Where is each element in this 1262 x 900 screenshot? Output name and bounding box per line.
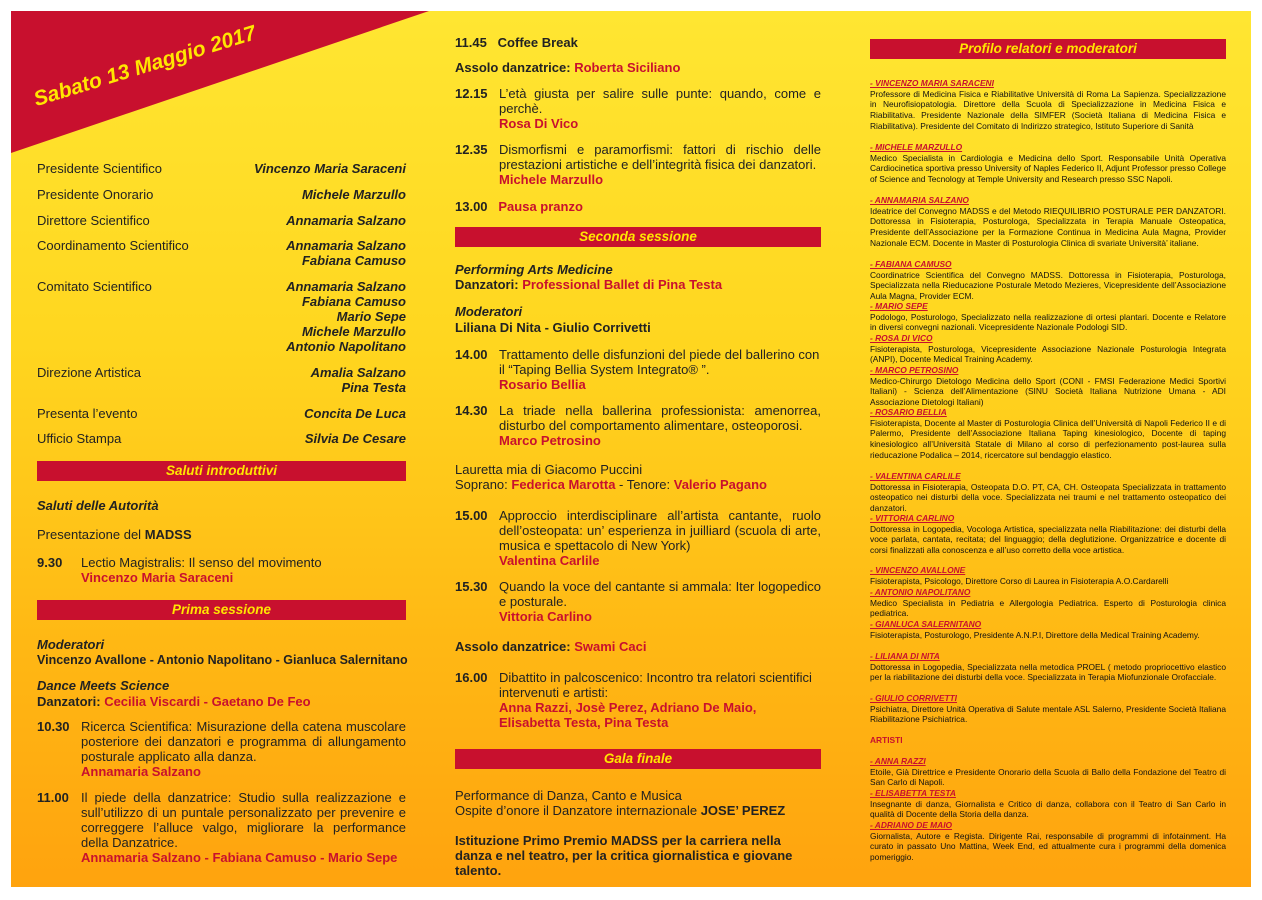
danzatori-label: Danzatori: [455, 277, 519, 292]
profile-text: Ideatrice del Convegno MADSS e del Metodo RIEQUILIBRIO POSTURALE PER DANZATORI. Dottoressa in Fisioterapia, Posturologa, Specializzata in Terapia Manuale Osteopatica, Presidente dell’Associazione per la Formazione Continua in Medicina Aula Magna, Provider Nazionale ECM. Docente in Master di Posturologia Clinica di svariate Università’ italiane. [870, 205, 1226, 248]
role-label: Presenta l’evento [37, 406, 138, 421]
item-text: Dismorfismi e paramorfismi: fattori di rischio delle prestazioni artistiche e dell’integrità fisica dei danzatori. [499, 142, 821, 172]
profile-entry [870, 513, 1226, 556]
section-bar-profilo: Profilo relatori e moderatori [870, 39, 1226, 59]
profile-name: - VITTORIA CARLINO [870, 513, 955, 523]
role-name: Mario Sepe [336, 309, 406, 324]
role-label: Presidente Scientifico [37, 161, 163, 176]
schedule-item [455, 508, 821, 572]
pam-title: Performing Arts Medicine [455, 262, 613, 277]
coffee-break [455, 35, 578, 50]
profile-entry [870, 788, 1226, 820]
item-speaker: Valentina Carlile [499, 553, 600, 568]
role-name: Annamaria Salzano [286, 279, 406, 294]
profile-text: Dottoressa in Fisioterapia, Osteopata D.O. PT, CA, CH. Osteopata Specializzata in trattamento osteopatico nei disturbi della voce. Specializzata nei traumi e nel trattamento osteopatico dei danzatori. [870, 481, 1226, 514]
profile-text: Coordinatrice Scientifica del Convegno MADSS. Dottoressa in Fisioterapia, Posturologa, Specializzata nella Rieducazione Posturale Metodo Mezieres, Vicepresidente dell’Associazione Aula Magna, Provider ECM. [870, 269, 1226, 302]
profile-text: Medico-Chirurgo Dietologo Medicina dello Sport (CONI - FMSI Federazione Medici Sportivi Italiani) - Scienza dell’Alimentazione (SINU Società Italiana Nutrizione Umana - ADI Associazione Dietologi Italiani) [870, 375, 1226, 408]
role-name: Silvia De Cesare [304, 431, 406, 446]
profile-name: - MARCO PETROSINO [870, 365, 959, 375]
section-bar-prima: Prima sessione [37, 600, 406, 620]
profile-text: Fisioterapista, Posturologo, Presidente A.N.P.I, Direttore della Medical Training Academy. [870, 629, 1200, 640]
presentazione [37, 527, 192, 542]
item-text: L’età giusta per salire sulle punte: quando, come e perchè. [499, 86, 821, 116]
item-time: 12.35 [455, 142, 488, 157]
schedule-item [455, 347, 821, 397]
schedule-item [455, 670, 821, 734]
presentazione-bold: MADSS [144, 527, 192, 542]
item-speaker: Vincenzo Maria Saraceni [81, 570, 234, 585]
role-label: Presidente Onorario [37, 187, 154, 202]
profile-text: Professore di Medicina Fisica e Riabilitative Università di Roma La Sapienza. Specializzazione in Neurofisiopatologia. Direttore della Scuola di Specializzazione in Medicina Fisica e Riabilitativa. Presidente Nazionale della SIMFER (Società Italiana di Medicina Fisica e Riabilitativa). Presidente del Comitato di Indirizzo strategico, Istituto Superiore di Sanità [870, 88, 1226, 131]
profile-entry [870, 693, 1226, 725]
profile-name: - ROSARIO BELLIA [870, 407, 947, 417]
pausa-pranzo [455, 199, 583, 214]
role-name: Vincenzo Maria Saraceni [254, 161, 406, 176]
profile-text: Dottoressa in Logopedia, Specializzata nella metodica PROEL ( metodo propriocettivo elastico per la riabilitazione dei disturbi della voce. Specializzata in Terapia Miofunzionale Orofacciale. [870, 661, 1226, 683]
item-time: 15.00 [455, 508, 488, 523]
item-speaker: Rosa Di Vico [499, 116, 579, 131]
profile-name: - ANNA RAZZI [870, 756, 926, 766]
item-time: 16.00 [455, 670, 488, 685]
role-name: Michele Marzullo [301, 324, 406, 339]
item-speaker: Anna Razzi, Josè Perez, Adriano De Maio, Elisabetta Testa, Pina Testa [499, 700, 757, 730]
soprano-label: Soprano: [455, 477, 508, 492]
role-label: Direzione Artistica [37, 365, 142, 380]
role-name: Concita De Luca [304, 406, 406, 421]
section-bar-seconda: Seconda sessione [455, 227, 821, 247]
role-name: Fabiana Camuso [301, 253, 406, 268]
profile-text: Fisioterapista, Posturologa, Vicepresidente Associazione Nazionale Posturologia Integrata (ANPI), Docente Medical Training Academy. [870, 343, 1226, 365]
profile-entry [870, 301, 1226, 333]
premio: Istituzione Primo Premio MADSS per la carriera nella danza e nel teatro, per la critica giornalistica e giovane talento. [455, 833, 793, 878]
profile-name: - MICHELE MARZULLO [870, 142, 963, 152]
lauretta: Lauretta mia di Giacomo Puccini [455, 462, 643, 477]
item-speaker: Annamaria Salzano [81, 764, 201, 779]
tenore-name: Valerio Pagano [673, 477, 767, 492]
item-time: 15.30 [455, 579, 488, 594]
item-text: Quando la voce del cantante si ammala: Iter logopedico e posturale. [499, 579, 821, 609]
item-speaker: Michele Marzullo [499, 172, 604, 187]
profile-name: - ADRIANO DE MAIO [870, 820, 953, 830]
role-name: Annamaria Salzano [286, 213, 406, 228]
role-name: Fabiana Camuso [301, 294, 406, 309]
schedule-item [37, 719, 406, 783]
role-label: Direttore Scientifico [37, 213, 150, 228]
profile-text: Podologo, Posturologo, Specializzato nella realizzazione di ortesi plantari. Docente e Relatore in diversi convegni nazionali. Vicepresidente Nazionale Podologi SID. [870, 311, 1226, 333]
profile-text: Fisioterapista, Psicologo, Direttore Corso di Laurea in Fisioterapia A.O.Cardarelli [870, 575, 1169, 586]
assolo-name: Swami Caci [574, 639, 647, 654]
profile-text: Medico Specialista in Pediatria e Allergologia Pediatrica. Esperto di Posturologia clinica pediatrica. [870, 597, 1226, 619]
profile-entry [870, 407, 1226, 461]
profile-name: - ROSA DI VICO [870, 333, 933, 343]
profile-name: - GIANLUCA SALERNITANO [870, 619, 982, 629]
profile-name: - ANTONIO NAPOLITANO [870, 587, 971, 597]
item-time: 11.00 [37, 790, 69, 805]
profile-entry [870, 259, 1226, 302]
role-name: Annamaria Salzano [286, 238, 406, 253]
role-label: Comitato Scientifico [37, 279, 152, 294]
moderatori-label: Moderatori [455, 304, 523, 319]
profile-text: Insegnante di danza, Giornalista e Critico di danza, collabora con il Teatro di San Carlo in qualità di Docente della Storia della danza. [870, 798, 1226, 820]
schedule-item [455, 579, 821, 629]
coffee-text: Coffee Break [497, 35, 578, 50]
profile-text: Dottoressa in Logopedia, Vocologa Artistica, specializzata nella Riabilitazione: dei disturbi della voce parlata, cantata, recitata; del linguaggio; della deglutizione. Organizzatrice e docente di corsi finalizzati alla conoscenza e all’uso corretto della voce artistica. [870, 523, 1226, 556]
profile-name: - LILIANA DI NITA [870, 651, 940, 661]
danzatori [37, 694, 311, 709]
presentazione-text: Presentazione del [37, 527, 145, 542]
assolo-label: Assolo danzatrice: [455, 639, 571, 654]
event-date: Sabato 13 Maggio 2017 [31, 21, 259, 111]
profile-name: - MARIO SEPE [870, 301, 928, 311]
profile-name: - VALENTINA CARLILE [870, 471, 961, 481]
profile-entry [870, 471, 1226, 514]
profile-entry [870, 142, 1226, 185]
profile-entry [870, 756, 1226, 788]
soprano-tenore [455, 477, 767, 492]
moderatori-label: Moderatori [37, 637, 105, 652]
profile-entry [870, 820, 1226, 863]
item-text: Trattamento delle disfunzioni del piede del ballerino con il “Taping Bellia System Integrato® ”. [499, 347, 820, 377]
item-text: Dibattito in palcoscenico: Incontro tra relatori scientifici intervenuti e artisti: [499, 670, 812, 700]
item-text: Il piede della danzatrice: Studio sulla realizzazione e sull’utilizzo di un puntale personalizzato per prevenire e correggere l’alluce valgo, migliorare la performance della Danzatrice. [81, 790, 406, 850]
profile-name: - ANNAMARIA SALZANO [870, 195, 969, 205]
item-time: 12.15 [455, 86, 488, 101]
profile-entry [870, 565, 1226, 586]
section-bar-saluti: Saluti introduttivi [37, 461, 406, 481]
gala-line-2 [455, 803, 785, 818]
assolo-1 [455, 60, 680, 75]
profile-text: Medico Specialista in Cardiologia e Medicina dello Sport. Responsabile Unità Operativa Cardiocinetica sportiva presso University of Naples Federico II, Adjunt Professor presso College of Science and Tecnology at Temple University and Research presso SSC Napoli. [870, 152, 1226, 185]
profile-entry [870, 333, 1226, 365]
item-text: La triade nella ballerina professionista: amenorrea, disturbo del comportamento alimentare, osteoporosi. [499, 403, 821, 433]
artisti-label: ARTISTI [870, 735, 903, 745]
profile-entry [870, 619, 1226, 640]
role-name: Amalia Salzano [310, 365, 406, 380]
moderatori-names: Liliana Di Nita - Giulio Corrivetti [455, 320, 651, 335]
profile-text: Giornalista, Autore e Regista. Dirigente Rai, responsabile di programmi di infotainment. Ha curato in passato Uno Mattina, Week End, ed attualmente cura i programmi della domenica pomeriggio. [870, 830, 1226, 863]
role-name: Michele Marzullo [301, 187, 406, 202]
brochure-page [11, 11, 1251, 887]
item-speaker: Marco Petrosino [499, 433, 601, 448]
saluti-autorita: Saluti delle Autorità [37, 498, 159, 513]
item-time: 14.30 [455, 403, 488, 418]
profile-entry [870, 195, 1226, 249]
assolo-label: Assolo danzatrice: [455, 60, 571, 75]
tenore-label: - Tenore: [615, 477, 671, 492]
soprano-name: Federica Marotta [511, 477, 616, 492]
schedule-item [455, 142, 821, 192]
profile-entry [870, 365, 1226, 408]
profile-entry [870, 587, 1226, 619]
assolo-2 [455, 639, 646, 654]
schedule-item [455, 86, 821, 136]
role-label: Ufficio Stampa [37, 431, 122, 446]
pranzo-time: 13.00 [455, 199, 488, 214]
schedule-item [455, 403, 821, 453]
profile-name: - FABIANA CAMUSO [870, 259, 952, 269]
profile-name: - VINCENZO AVALLONE [870, 565, 966, 575]
item-time: 14.00 [455, 347, 488, 362]
schedule-item [37, 790, 406, 870]
schedule-item [37, 555, 406, 589]
danzatori-names: Cecilia Viscardi - Gaetano De Feo [104, 694, 311, 709]
profile-text: Psichiatra, Direttore Unità Operativa di Salute mentale ASL Salerno, Presidente Società Italiana Riabilitazione Psichiatrica. [870, 703, 1226, 725]
gala-guest-name: JOSE’ PEREZ [700, 803, 786, 818]
item-speaker: Annamaria Salzano - Fabiana Camuso - Mario Sepe [81, 850, 398, 865]
item-time: 10.30 [37, 719, 70, 734]
item-speaker: Vittoria Carlino [499, 609, 592, 624]
profile-entry [870, 78, 1226, 132]
section-bar-gala: Gala finale [455, 749, 821, 769]
role-name: Antonio Napolitano [286, 339, 406, 354]
dance-title: Dance Meets Science [37, 678, 170, 693]
profile-text: Fisioterapista, Docente al Master di Posturologia Clinica dell’Università di Napoli Federico II e di Palermo, Presidente dell’Associazione Italiana Taping kinesiologico, Docente di taping kinesiologico all’Università Statale di Milano al corso di perfezionamento post-laurea sulla rieducazione Podalica – 2014, ricercatore sul bendaggio elastico. [870, 417, 1226, 460]
profile-name: - ELISABETTA TESTA [870, 788, 956, 798]
danzatori-names: Professional Ballet di Pina Testa [522, 277, 723, 292]
item-speaker: Rosario Bellia [499, 377, 586, 392]
danzatori-label: Danzatori: [37, 694, 101, 709]
role-name: Pina Testa [341, 380, 406, 395]
moderatori-names: Vincenzo Avallone - Antonio Napolitano - Gianluca Salernitano [37, 653, 408, 667]
profile-entry [870, 651, 1226, 683]
item-text: Ricerca Scientifica: Misurazione della catena muscolare posteriore dei danzatori e programma di allungamento posturale applicato alla danza. [81, 719, 406, 764]
gala-guest-prefix: Ospite d’onore il Danzatore internazionale [455, 803, 701, 818]
coffee-time: 11.45 [455, 35, 487, 50]
profile-text: Etoile, Già Direttrice e Presidente Onorario della Scuola di Ballo della Fondazione del Teatro di San Carlo di Napoli. [870, 766, 1226, 788]
item-text: Lectio Magistralis: Il senso del movimento [81, 555, 322, 570]
profile-name: - VINCENZO MARIA SARACENI [870, 78, 994, 88]
danzatori-2 [455, 277, 722, 292]
item-text: Approccio interdisciplinare all’artista cantante, ruolo dell’osteopata: un’ esperienza in juilliard (scuola di arte, musica e spettacolo di New York) [499, 508, 821, 553]
role-label: Coordinamento Scientifico [37, 238, 189, 253]
gala-line-1: Performance di Danza, Canto e Musica [455, 788, 682, 803]
pranzo-text: Pausa pranzo [498, 199, 583, 214]
profile-name: - GIULIO CORRIVETTI [870, 693, 958, 703]
item-time: 9.30 [37, 555, 63, 570]
assolo-name: Roberta Siciliano [574, 60, 681, 75]
